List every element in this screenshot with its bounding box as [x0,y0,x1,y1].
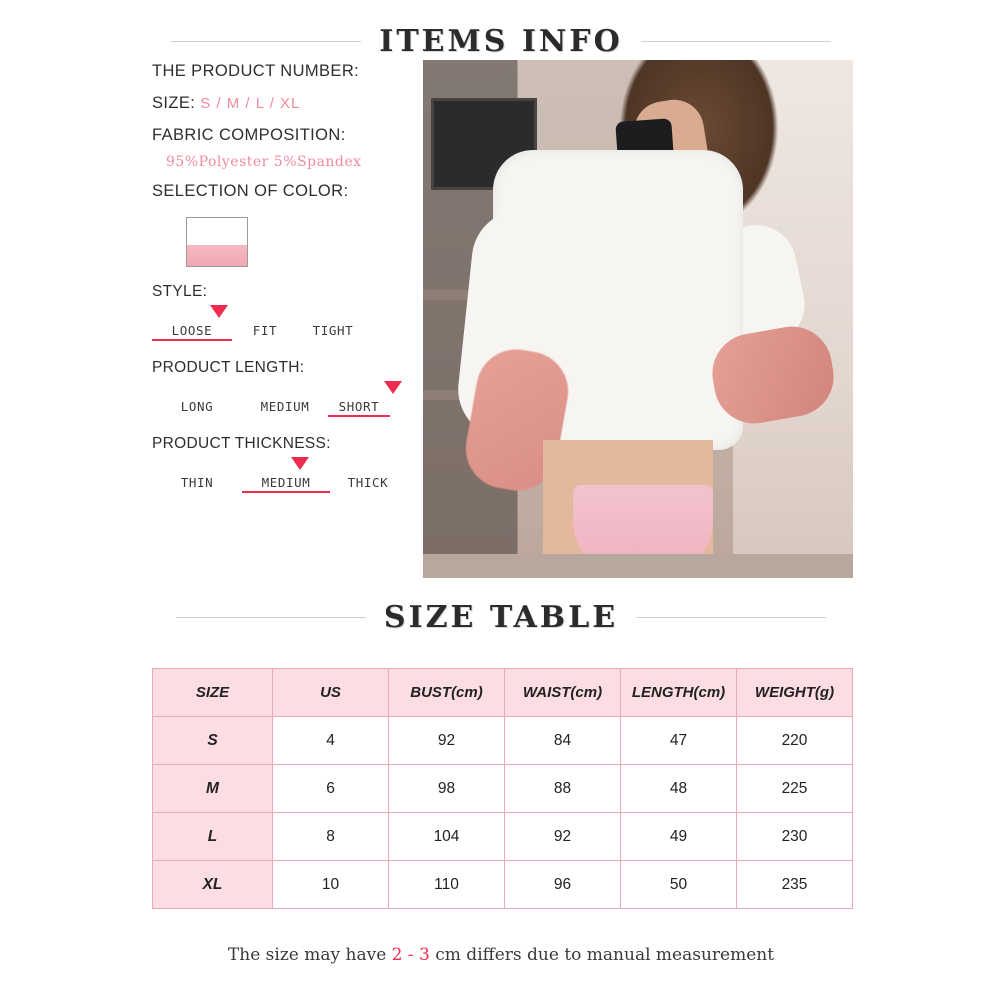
page-title: ITEMS INFO [379,24,623,59]
cell-waist: 88 [505,765,621,813]
cell-bust: 92 [389,717,505,765]
option-label-thickness: PRODUCT THICKNESS: [152,435,331,452]
size-label: SIZE: [152,94,196,112]
cell-length: 50 [621,861,737,909]
photo-floor [423,554,853,578]
cell-size: S [153,717,273,765]
cell-bust: 104 [389,813,505,861]
cell-length: 47 [621,717,737,765]
product-info-column [152,62,418,493]
table-row [153,765,853,813]
marker-row-length [152,381,418,399]
option-style-tight[interactable]: TIGHT [312,323,354,338]
cell-us: 8 [273,813,389,861]
option-thickness-medium[interactable]: MEDIUM [242,475,330,493]
option-values-thickness [152,475,418,493]
cell-length: 49 [621,813,737,861]
option-length-medium[interactable]: MEDIUM [260,399,310,414]
color-label: SELECTION OF COLOR: [152,182,349,200]
option-style-fit[interactable]: FIT [252,323,278,338]
cell-waist: 84 [505,717,621,765]
product-photo [423,60,853,578]
header-rule-right [636,617,826,618]
product-number-label: THE PRODUCT NUMBER: [152,62,360,80]
cell-us: 10 [273,861,389,909]
fabric-value: 95%Polyester 5%Spandex [166,154,362,170]
table-row [153,717,853,765]
option-values-length [152,399,418,417]
size-value: S / M / L / XL [200,95,301,112]
size-table [152,668,853,909]
column-header-bust: BUST(cm) [389,669,505,717]
header-rule-right [641,41,831,42]
column-header-waist: WAIST(cm) [505,669,621,717]
note-suffix: cm differs due to manual measurement [429,945,775,965]
size-table-header [150,600,852,635]
size-row [152,94,418,113]
option-thickness-thin[interactable]: THIN [180,475,214,490]
table-row [153,813,853,861]
items-info-header [150,24,852,59]
size-table-title: SIZE TABLE [383,600,619,635]
cell-us: 6 [273,765,389,813]
cell-weight: 235 [737,861,853,909]
cell-weight: 230 [737,813,853,861]
option-style-loose[interactable]: LOOSE [152,323,232,341]
option-thickness-thick[interactable]: THICK [347,475,389,490]
note-prefix: The size may have [227,945,392,965]
column-header-length: LENGTH(cm) [621,669,737,717]
cell-bust: 98 [389,765,505,813]
cell-size: L [153,813,273,861]
cell-size: XL [153,861,273,909]
cell-waist: 92 [505,813,621,861]
marker-row-style [152,305,418,323]
note-accent-value: 2 - 3 [391,945,430,965]
option-label-length: PRODUCT LENGTH: [152,359,305,376]
cell-size: M [153,765,273,813]
header-rule-left [176,617,366,618]
size-note [0,945,1002,965]
selection-marker-icon [291,457,309,470]
column-header-size: SIZE [153,669,273,717]
marker-row-thickness [152,457,418,475]
cell-weight: 225 [737,765,853,813]
cell-length: 48 [621,765,737,813]
selection-marker-icon [384,381,402,394]
color-swatch[interactable] [186,217,248,267]
color-swatch-wrap [186,217,418,267]
cell-weight: 220 [737,717,853,765]
column-header-weight: WEIGHT(g) [737,669,853,717]
cell-us: 4 [273,717,389,765]
option-values-style [152,323,418,341]
cell-bust: 110 [389,861,505,909]
option-block-length [152,359,418,417]
fabric-label: FABRIC COMPOSITION: [152,126,346,144]
option-block-thickness [152,435,418,493]
table-row [153,861,853,909]
cell-waist: 96 [505,861,621,909]
option-length-long[interactable]: LONG [180,399,214,414]
option-label-style: STYLE: [152,283,208,300]
column-header-us: US [273,669,389,717]
option-block-style [152,283,418,341]
table-header-row [153,669,853,717]
header-rule-left [171,41,361,42]
selection-marker-icon [210,305,228,318]
option-length-short[interactable]: SHORT [328,399,390,417]
